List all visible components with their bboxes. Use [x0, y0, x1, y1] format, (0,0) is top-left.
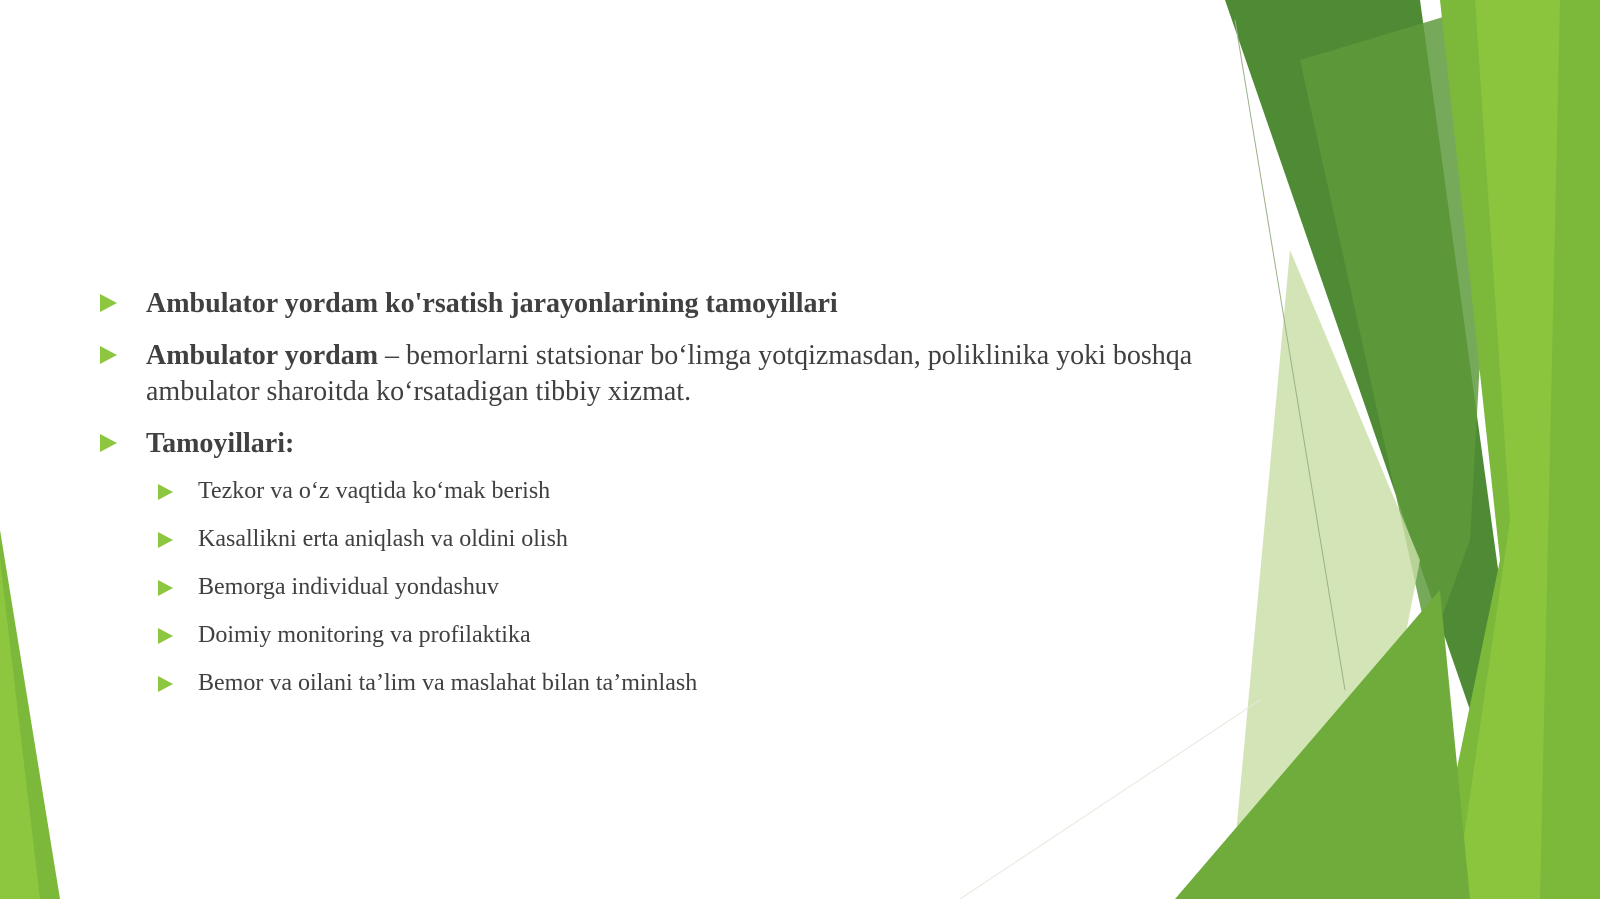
sub-bullet-item	[158, 668, 1200, 698]
green-triangle-bullet-icon	[158, 676, 173, 692]
sub-bullet-text: Bemorga individual yondashuv	[198, 574, 499, 600]
sub-bullet-text: Bemor va oilani ta’lim va maslahat bilan ta’minlash	[198, 670, 698, 696]
bullet-item-bold-text: Tamoyillari:	[146, 428, 295, 459]
green-triangle-bullet-icon	[100, 346, 117, 364]
sub-bullet-item	[158, 620, 1200, 650]
green-triangle-bullet-icon	[158, 532, 173, 548]
bullet-item-title	[100, 286, 1200, 322]
green-triangle-bullet-icon	[158, 484, 173, 500]
bullet-item-bold-text: Ambulator yordam	[146, 340, 379, 371]
sub-bullet-text: Kasallikni erta aniqlash va oldini olish	[198, 526, 568, 552]
green-triangle-bullet-icon	[158, 580, 173, 596]
bullet-item-bold-text: Ambulator yordam ko'rsatish jarayonlarining tamoyillari	[146, 288, 838, 319]
green-triangle-bullet-icon	[100, 434, 117, 452]
sub-bullet-item	[158, 572, 1200, 602]
bullet-item-text: – bemorlarni statsionar bo‘limga yotqizmasdan, poliklinika yoki boshqa ambulator sharoitda ko‘rsatadigan tibbiy xizmat.	[146, 340, 1193, 407]
sub-bullet-text: Tezkor va o‘z vaqtida ko‘mak berish	[198, 478, 551, 504]
sub-bullet-item	[158, 524, 1200, 554]
green-triangle-bullet-icon	[158, 628, 173, 644]
bullet-item-definition	[100, 338, 1200, 410]
bullet-item-principles-heading	[100, 426, 1200, 462]
slide-body	[100, 286, 1200, 716]
green-triangle-bullet-icon	[100, 294, 117, 312]
sub-bullet-text: Doimiy monitoring va profilaktika	[198, 622, 531, 648]
sub-bullet-item	[158, 476, 1200, 506]
